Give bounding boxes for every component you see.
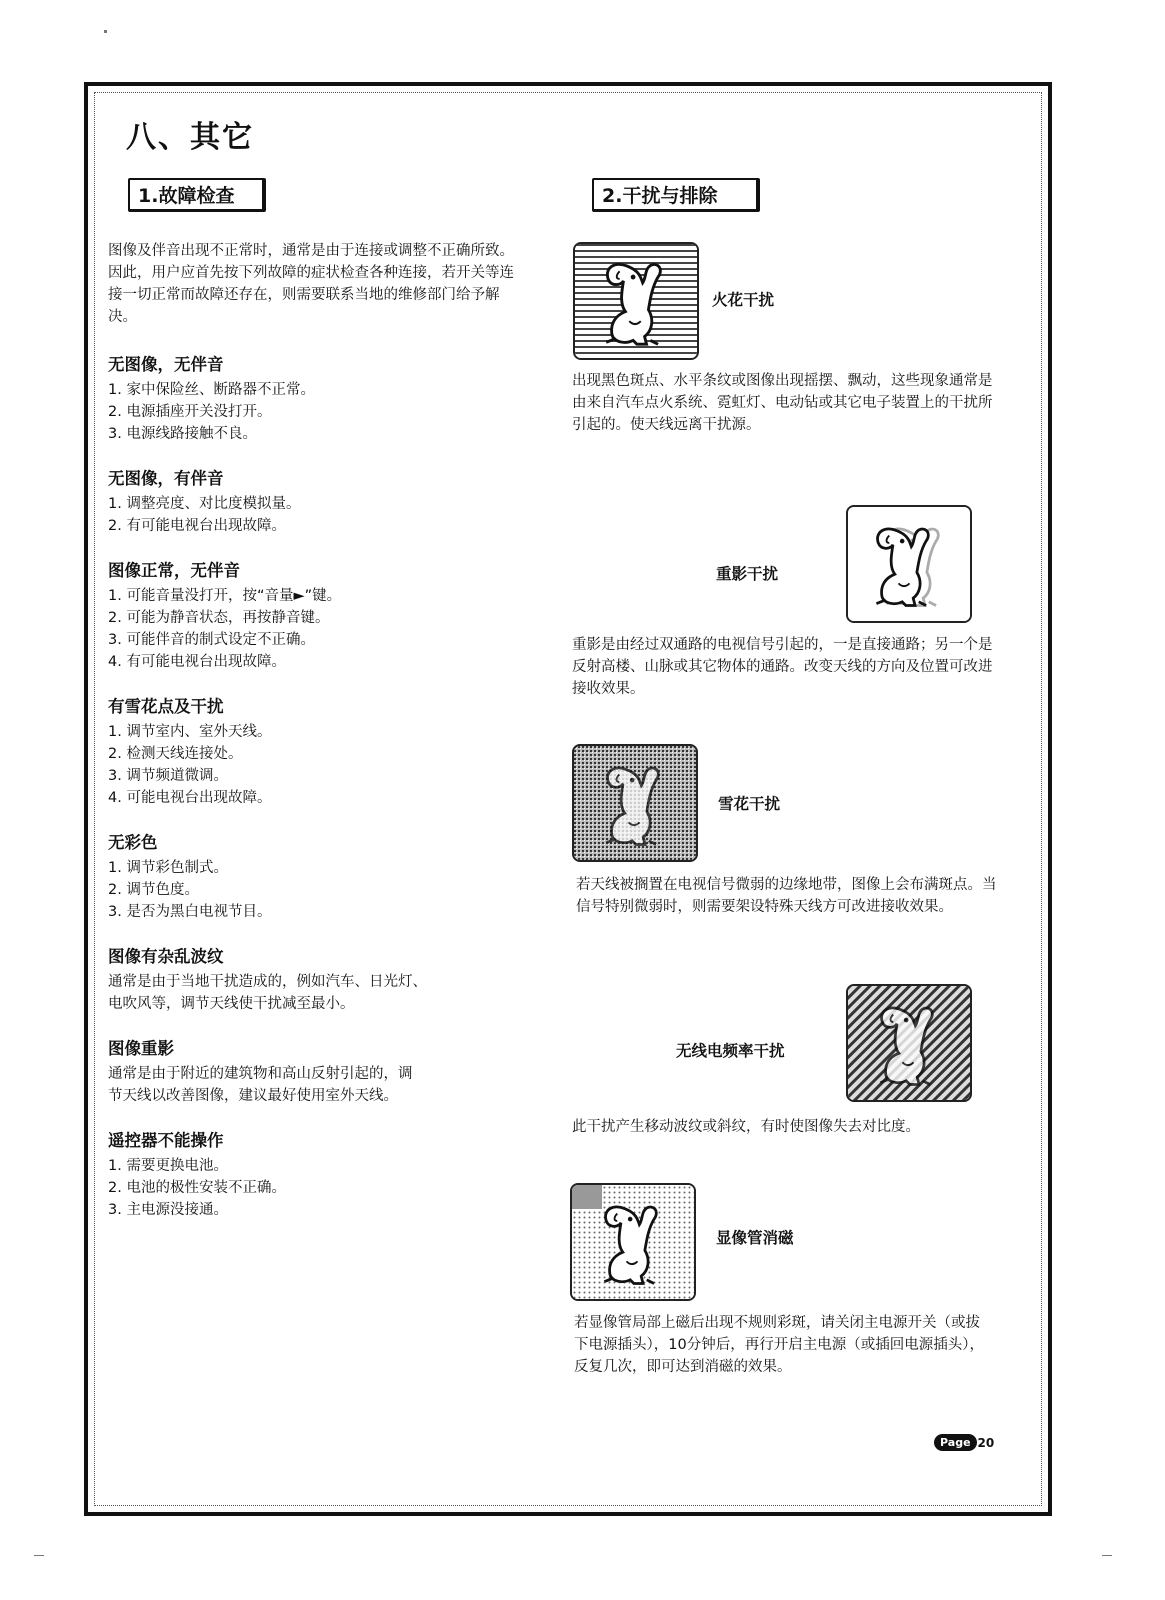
- symptom-line: 4. 可能电视台出现故障。: [108, 790, 272, 806]
- scan-speck: [104, 30, 107, 33]
- symptom-line: 节天线以改善图像，建议最好使用室外天线。: [108, 1088, 398, 1104]
- interference-description: 此干扰产生移动波纹或斜纹，有时使图像失去对比度。: [572, 1119, 920, 1135]
- symptom-line: 2. 电池的极性安装不正确。: [108, 1180, 286, 1196]
- interference-label: 重影干扰: [716, 565, 779, 583]
- spark-interference-dog-image: [573, 242, 699, 360]
- troubleshooting-intro: 图像及伴音出现不正常时，通常是由于连接或调整不正确所致。因此，用户应首先按下列故障的症状检查各种连接，若开关等连接一切正常而故障还存在，则需要联系当地的维修部门给予解决。: [108, 243, 514, 325]
- symptom-heading: 图像正常，无伴音: [108, 561, 240, 580]
- interference-description: 重影是由经过双通路的电视信号引起的，一是直接通路；另一个是反射高楼、山脉或其它物体的通路。改变天线的方向及位置可改进接收效果。: [572, 637, 993, 697]
- interference-label: 雪花干扰: [718, 795, 781, 813]
- symptom-line: 4. 有可能电视台出现故障。: [108, 654, 286, 670]
- symptom-line: 3. 可能伴音的制式设定不正确。: [108, 632, 315, 648]
- interference-label: 火花干扰: [712, 291, 775, 309]
- symptom-line: 3. 调节频道微调。: [108, 768, 228, 784]
- interference-description: 若显像管局部上磁后出现不规则彩斑，请关闭主电源开关（或拔下电源插头），10分钟后，再行开启主电源（或插回电源插头），反复几次，即可达到消磁的效果。: [574, 1315, 984, 1375]
- symptom-heading: 无图像，有伴音: [108, 469, 224, 488]
- symptom-heading: 图像有杂乱波纹: [108, 947, 224, 966]
- rf-interference-dog-image: [846, 984, 972, 1102]
- symptom-line: 1. 调整亮度、对比度模拟量。: [108, 496, 301, 512]
- symptom-line: 2. 检测天线连接处。: [108, 746, 243, 762]
- interference-label: 无线电频率干扰: [676, 1042, 785, 1060]
- symptom-heading: 有雪花点及干扰: [108, 697, 224, 716]
- symptom-line: 1. 可能音量没打开，按“音量►”键。: [108, 588, 342, 604]
- symptom-block: [108, 832, 528, 923]
- symptom-line: 2. 有可能电视台出现故障。: [108, 518, 286, 534]
- section-title-interference: 2.干扰与排除: [592, 178, 760, 212]
- symptom-block: [108, 1130, 528, 1221]
- page-number: [934, 1434, 994, 1451]
- degauss-dog-image: [570, 1183, 696, 1301]
- symptom-heading: 图像重影: [108, 1039, 174, 1058]
- symptom-block: [108, 696, 528, 809]
- troubleshooting-column: [108, 240, 528, 1244]
- ghost-interference-dog-image: [846, 505, 972, 623]
- page-number-value: 20: [977, 1435, 995, 1450]
- symptom-block: [108, 1038, 528, 1107]
- symptom-line: 3. 主电源没接通。: [108, 1202, 228, 1218]
- symptom-block: [108, 560, 528, 673]
- page-title: 八、其它: [126, 120, 254, 155]
- symptom-line: 通常是由于当地干扰造成的，例如汽车、日光灯、: [108, 974, 427, 990]
- page-number-prefix: Page: [934, 1434, 977, 1451]
- symptom-heading: 无彩色: [108, 833, 158, 852]
- symptom-heading: 无图像，无伴音: [108, 355, 224, 374]
- symptom-line: 通常是由于附近的建筑物和高山反射引起的，调: [108, 1066, 413, 1082]
- interference-description: 出现黑色斑点、水平条纹或图像出现摇摆、飘动，这些现象通常是由来自汽车点火系统、霓虹灯、电动钻或其它电子装置上的干扰所引起的。使天线远离干扰源。: [572, 373, 993, 433]
- symptom-line: 1. 家中保险丝、断路器不正常。: [108, 382, 315, 398]
- symptom-line: 3. 是否为黑白电视节目。: [108, 904, 272, 920]
- section-title-troubleshooting: 1.故障检查: [128, 178, 266, 212]
- symptom-block: [108, 946, 528, 1015]
- scan-speck: [34, 1555, 44, 1556]
- symptom-line: 3. 电源线路接触不良。: [108, 426, 257, 442]
- interference-description: 若天线被搁置在电视信号微弱的边缘地带，图像上会布满斑点。当信号特别微弱时，则需要架设特殊天线方可改进接收效果。: [576, 877, 997, 915]
- scan-speck: [1102, 1555, 1112, 1556]
- interference-label: 显像管消磁: [716, 1229, 794, 1247]
- symptom-line: 2. 调节色度。: [108, 882, 199, 898]
- symptom-block: [108, 354, 528, 445]
- symptom-line: 1. 调节室内、室外天线。: [108, 724, 272, 740]
- symptom-line: 电吹风等，调节天线使干扰减至最小。: [108, 996, 355, 1012]
- symptom-line: 1. 调节彩色制式。: [108, 860, 228, 876]
- snow-interference-dog-image: [572, 744, 698, 862]
- symptom-block: [108, 468, 528, 537]
- symptom-line: 1. 需要更换电池。: [108, 1158, 228, 1174]
- symptom-line: 2. 电源插座开关没打开。: [108, 404, 272, 420]
- symptom-heading: 遥控器不能操作: [108, 1131, 224, 1150]
- symptom-line: 2. 可能为静音状态，再按静音键。: [108, 610, 330, 626]
